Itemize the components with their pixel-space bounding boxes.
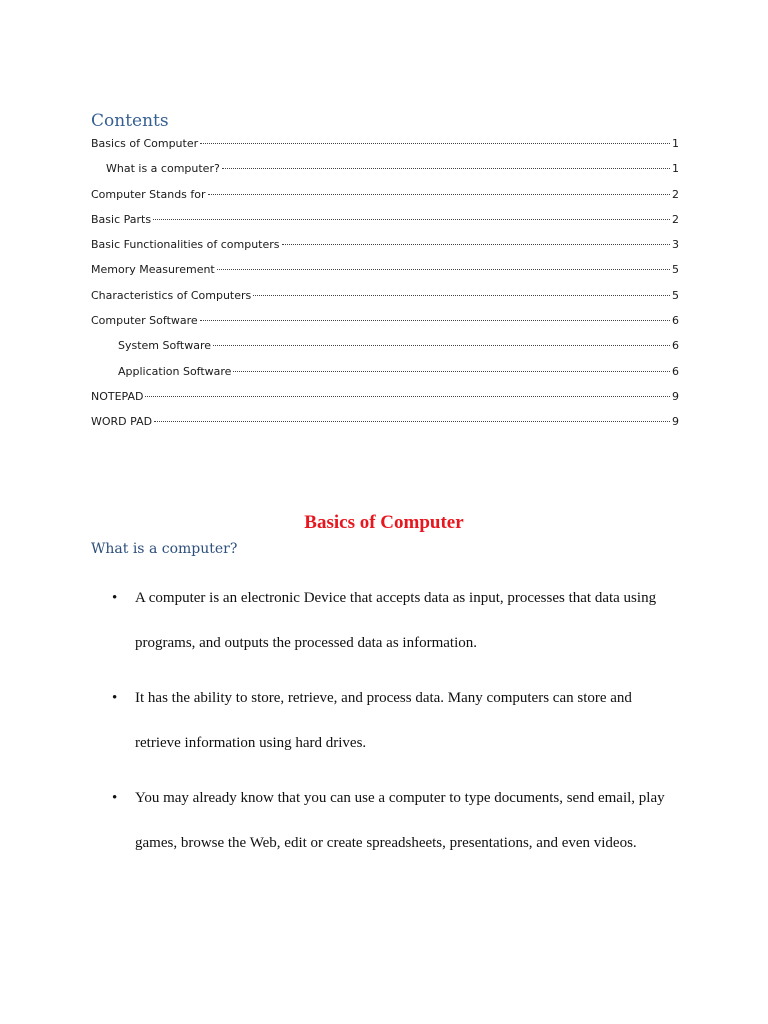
bullet-item bbox=[0, 784, 768, 884]
toc-page-number: 6 bbox=[672, 339, 679, 353]
toc-entry[interactable] bbox=[91, 234, 679, 259]
toc-page-number: 3 bbox=[672, 238, 679, 252]
bullet-list bbox=[0, 584, 768, 884]
toc-page-number: 5 bbox=[672, 263, 679, 277]
toc-page-number: 9 bbox=[672, 389, 679, 403]
section-title: Basics of Computer bbox=[304, 512, 464, 533]
toc-entry[interactable] bbox=[91, 133, 679, 158]
bullet-item bbox=[0, 584, 768, 684]
toc-leader-dots bbox=[200, 320, 670, 321]
toc-page-number: 9 bbox=[672, 415, 679, 429]
toc-entry-label: NOTEPAD bbox=[91, 389, 144, 403]
toc-page-number: 5 bbox=[672, 288, 679, 302]
toc-entry-label: Basic Functionalities of computers bbox=[91, 238, 280, 252]
toc-entry-label: Basic Parts bbox=[91, 212, 152, 226]
toc-leader-dots bbox=[222, 168, 670, 169]
toc-page-number: 1 bbox=[672, 137, 679, 150]
toc-entry-label: WORD PAD bbox=[91, 415, 153, 429]
toc-entry-label: Computer Software bbox=[91, 314, 198, 328]
toc-leader-dots bbox=[233, 371, 670, 372]
toc-leader-dots bbox=[153, 219, 670, 220]
toc-entry-label: Basics of Computer bbox=[91, 137, 199, 150]
toc-leader-dots bbox=[145, 396, 670, 397]
toc-entry[interactable] bbox=[91, 209, 679, 234]
toc-leader-dots bbox=[217, 269, 670, 270]
bullet-text-line: You may already know that you can use a computer to type documents, send email, play bbox=[135, 790, 665, 806]
toc-entry[interactable] bbox=[91, 259, 679, 284]
bullet-item bbox=[0, 684, 768, 784]
table-of-contents bbox=[91, 133, 679, 437]
toc-entry-label: Characteristics of Computers bbox=[91, 288, 252, 302]
toc-entry-label: Computer Stands for bbox=[91, 187, 206, 201]
toc-leader-dots bbox=[253, 295, 670, 296]
toc-entry-label: What is a computer? bbox=[106, 162, 220, 176]
toc-leader-dots bbox=[208, 194, 670, 195]
section-subheading: What is a computer? bbox=[91, 541, 238, 557]
toc-entry[interactable] bbox=[91, 285, 679, 310]
toc-entry[interactable] bbox=[91, 411, 679, 436]
bullet-icon: • bbox=[112, 590, 118, 606]
toc-page-number: 2 bbox=[672, 212, 679, 226]
toc-entry[interactable] bbox=[91, 158, 679, 183]
bullet-text-line: retrieve information using hard drives. bbox=[135, 735, 367, 751]
toc-page-number: 6 bbox=[672, 364, 679, 378]
toc-leader-dots bbox=[282, 244, 670, 245]
toc-leader-dots bbox=[154, 421, 670, 422]
bullet-text-line: games, browse the Web, edit or create spreadsheets, presentations, and even videos. bbox=[135, 835, 637, 851]
toc-entry-label: System Software bbox=[118, 339, 212, 353]
toc-heading: Contents bbox=[91, 111, 169, 131]
toc-page-number: 6 bbox=[672, 314, 679, 328]
toc-entry[interactable] bbox=[91, 386, 679, 411]
toc-leader-dots bbox=[213, 345, 670, 346]
bullet-icon: • bbox=[112, 790, 118, 806]
toc-entry[interactable] bbox=[91, 361, 679, 386]
toc-entry[interactable] bbox=[91, 310, 679, 335]
toc-entry-label: Memory Measurement bbox=[91, 263, 215, 277]
bullet-text-line: programs, and outputs the processed data as information. bbox=[135, 635, 477, 651]
toc-entry[interactable] bbox=[91, 335, 679, 360]
toc-page-number: 2 bbox=[672, 187, 679, 201]
toc-page-number: 1 bbox=[672, 162, 679, 176]
toc-entry-label: Application Software bbox=[118, 364, 232, 378]
toc-entry[interactable] bbox=[91, 184, 679, 209]
bullet-text-line: A computer is an electronic Device that accepts data as input, processes that data using bbox=[135, 590, 657, 606]
bullet-icon: • bbox=[112, 690, 118, 706]
bullet-text-line: It has the ability to store, retrieve, and process data. Many computers can store and bbox=[135, 690, 632, 706]
toc-leader-dots bbox=[200, 143, 670, 144]
